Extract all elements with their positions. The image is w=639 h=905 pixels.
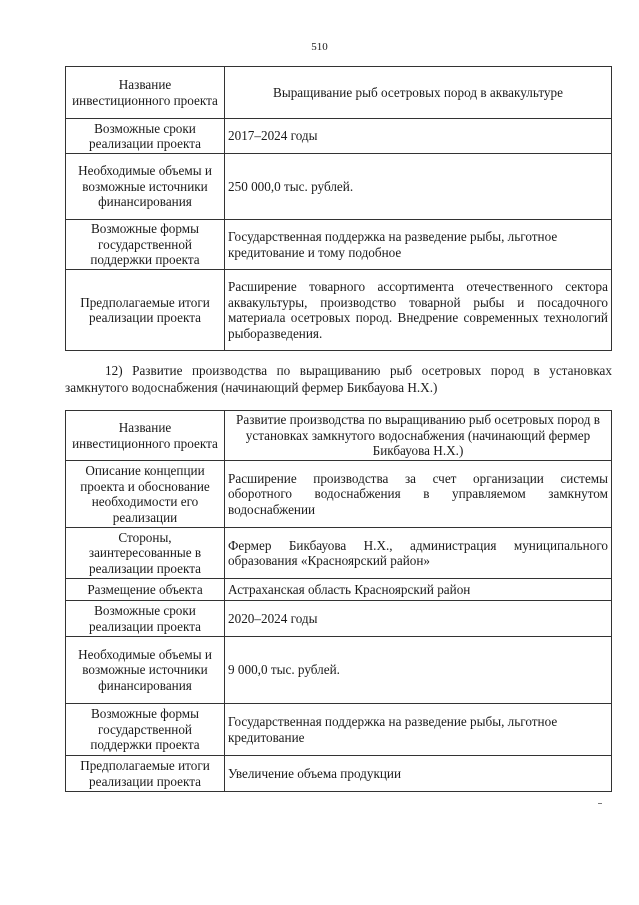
row-label: Предполагаемые итоги реализации проекта <box>66 270 225 351</box>
row-value: Астраханская область Красноярский район <box>225 579 612 601</box>
row-label: Необходимые объемы и возможные источники финансирования <box>66 637 225 704</box>
page-number: 510 <box>311 41 328 53</box>
row-label: Название инвестиционного проекта <box>66 67 225 119</box>
row-label: Возможные формы государственной поддержки проекта <box>66 704 225 756</box>
row-value: Расширение товарного ассортимента отечественного сектора аквакультуры, производство товарной рыбы и посадочного материала осетровых пород. Внедрение современных технологий рыборазведения. <box>225 270 612 351</box>
row-label: Возможные сроки реализации проекта <box>66 119 225 154</box>
row-value: Расширение производства за счет организации системы оборотного водоснабжения в управляемом замкнутом водоснабжении <box>225 461 612 528</box>
row-value: Фермер Бикбауова Н.Х., администрация муниципального образования «Красноярский район» <box>225 528 612 579</box>
row-label: Необходимые объемы и возможные источники финансирования <box>66 154 225 220</box>
row-value: 9 000,0 тыс. рублей. <box>225 637 612 704</box>
table-row <box>66 154 612 220</box>
table-row <box>66 579 612 601</box>
row-label: Возможные формы государственной поддержки проекта <box>66 220 225 270</box>
row-value: 2017–2024 годы <box>225 119 612 154</box>
table-row <box>66 528 612 579</box>
section-heading: 12) Развитие производства по выращиванию рыб осетровых пород в установках замкнутого водоснабжения (начинающий фермер Бикбауова Н.Х.) <box>65 363 612 395</box>
table-row <box>66 637 612 704</box>
row-label: Предполагаемые итоги реализации проекта <box>66 756 225 792</box>
row-value: 2020–2024 годы <box>225 601 612 637</box>
row-value: Государственная поддержка на разведение рыбы, льготное кредитование <box>225 704 612 756</box>
row-label: Описание концепции проекта и обоснование необходимости его реализации <box>66 461 225 528</box>
row-value: Государственная поддержка на разведение рыбы, льготное кредитование и тому подобное <box>225 220 612 270</box>
row-value: Выращивание рыб осетровых пород в аквакультуре <box>225 67 612 119</box>
table-row <box>66 756 612 792</box>
row-label: Возможные сроки реализации проекта <box>66 601 225 637</box>
table-row <box>66 67 612 119</box>
row-value: 250 000,0 тыс. рублей. <box>225 154 612 220</box>
table-row <box>66 704 612 756</box>
table-row <box>66 411 612 461</box>
scan-speck <box>598 803 602 804</box>
row-label: Размещение объекта <box>66 579 225 601</box>
table-row <box>66 601 612 637</box>
table-row <box>66 461 612 528</box>
table-row <box>66 119 612 154</box>
investment-project-table-1 <box>65 66 612 351</box>
table-row <box>66 220 612 270</box>
row-label: Стороны, заинтересованные в реализации проекта <box>66 528 225 579</box>
row-value: Развитие производства по выращиванию рыб осетровых пород в установках замкнутого водоснабжения (начинающий фермер Бикбауова Н.Х.) <box>225 411 612 461</box>
row-label: Название инвестиционного проекта <box>66 411 225 461</box>
row-value: Увеличение объема продукции <box>225 756 612 792</box>
investment-project-table-2 <box>65 410 612 792</box>
table-row <box>66 270 612 351</box>
